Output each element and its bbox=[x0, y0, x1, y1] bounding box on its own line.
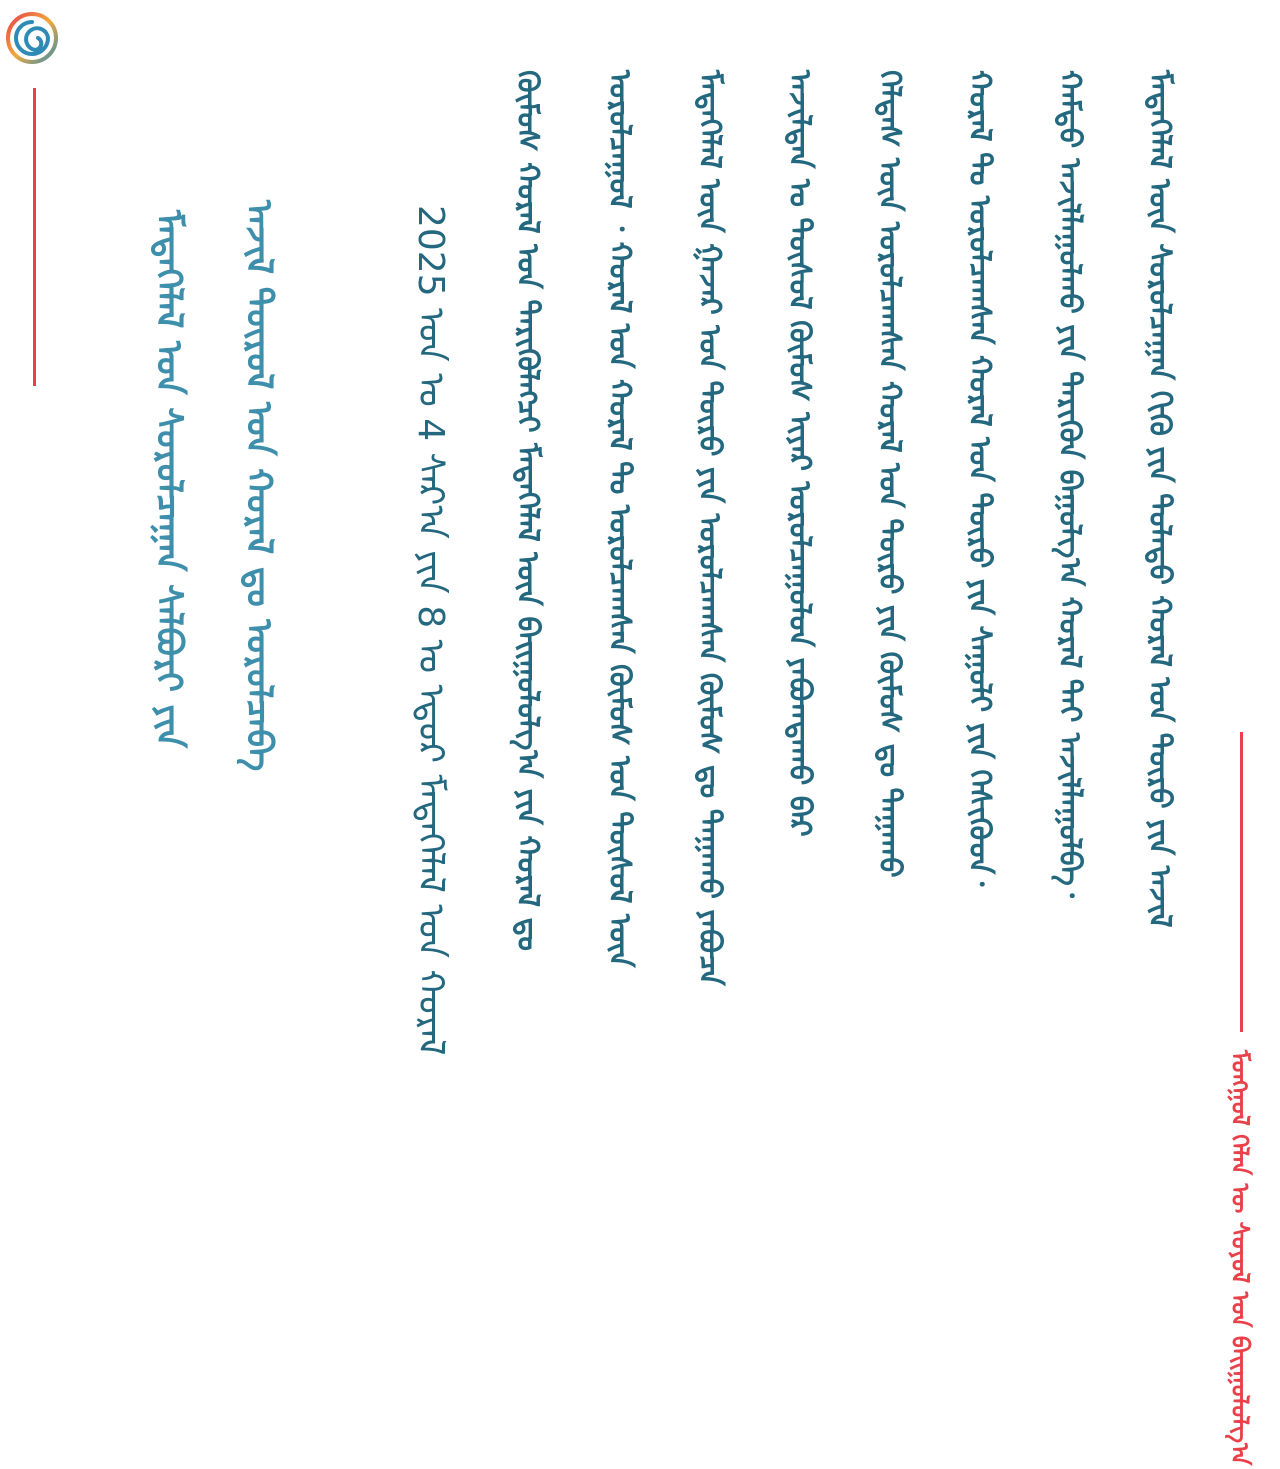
byline: ᠮᠣᠩᠭᠣᠯ ᠬᠡᠯᠡᠨ ᠦ ᠰᠣᠶᠣᠯ ᠤᠨ ᠪᠠᠢᠭᠤᠯᠤᠯᠭ᠎ᠠ bbox=[1226, 1050, 1254, 1466]
right-divider bbox=[1240, 732, 1243, 1032]
body-line-8: ᠬᠦᠮᠦᠰ ᠬᠤᠷᠠᠯ ᠤᠨ ᠲᠡᠷᠢᠭᠦᠯᠡᠭᠴᠢ ᠮᠡᠳᠡᠭᠡᠯᠡᠯ ᠦᠨ ᠪᠠᠢᠭᠤᠯᠤᠯᠭ᠎ᠠ ᠶᠢᠨ ᠬᠤᠷᠠᠯ ᠳᠤ bbox=[510, 70, 545, 951]
body-line-9: 2025 ᠣᠨ ᠤ 4 ᠰᠠᠷ᠎ᠠ ᠶᠢᠨ 8 ᠤ ᠡᠳᠦᠷ ᠮᠡᠳᠡᠭᠡᠯᠡᠯ ᠤᠨ ᠬᠤᠷᠠᠯ bbox=[410, 205, 451, 1056]
left-divider bbox=[33, 88, 36, 386]
body-line-4: ᠬᠡᠯᠲᠡᠰ ᠦᠨ ᠣᠷᠣᠯᠴᠠᠭᠰᠠᠨ ᠬᠤᠷᠠᠯ ᠤᠨ ᠲᠦᠷᠦ ᠶᠢᠨ ᠬᠦᠮᠦᠰ ᠳᠤ ᠳᠠᠭᠠᠬᠤ bbox=[872, 70, 907, 878]
body-line-5: ᠠᠵᠢᠯᠲᠠᠨ ᠤ ᠲᠦᠰᠦᠯ ᠬᠦᠮᠦᠰ ᠢᠶᠡᠷ ᠣᠷᠣᠯᠴᠠᠭᠤᠯᠤᠨ ᠶᠠᠪᠤᠭᠳᠠᠬᠤ ᠪᠠᠷ bbox=[782, 70, 817, 837]
title-line-1: ᠮᠡᠳᠡᠭᠡᠯᠡᠯ ᠤᠨ ᠰᠤᠷᠤᠯᠴᠠᠭᠠᠨ ᠰᠠᠯᠪᠤᠷᠢ ᠶᠢᠨ bbox=[148, 210, 189, 749]
body-line-6: ᠮᠡᠳᠡᠭᠡᠯᠡᠯ ᠦᠨ ᠭᠠᠵᠠᠷ ᠤᠨ ᠲᠦᠷᠦ ᠶᠢᠨ ᠣᠷᠣᠯᠴᠠᠭᠰᠠᠨ ᠬᠦᠮᠦᠰ ᠳᠤ ᠳᠠᠭᠠᠬᠤ ᠶᠠᠪᠤᠴᠠ bbox=[692, 70, 727, 986]
body-line-7: ᠣᠷᠣᠯᠴᠠᠭᠤᠯ ᠂ ᠬᠤᠷᠠᠯ ᠤᠨ ᠬᠤᠷᠠᠯ ᠲᠤ ᠣᠷᠣᠯᠴᠠᠭᠰᠠᠨ ᠬᠦᠮᠦᠰ ᠤᠨ ᠲᠦᠰᠦᠯ ᠦᠨ bbox=[602, 70, 637, 968]
body-line-2: ᠬᠠᠮᠲᠤ ᠠᠵᠢᠯᠯᠠᠭᠤᠯᠬᠤ ᠶᠢᠨ ᠲᠡᠷᠢᠭᠦᠨ ᠪᠠᠭᠤᠯᠭ᠎ᠠ ᠬᠤᠷᠠᠯ ᠲᠠᠢ ᠠᠵᠢᠯᠯᠠᠭᠤᠯᠪᠠ᠂ bbox=[1052, 70, 1087, 898]
swirl-logo-icon bbox=[6, 12, 58, 64]
title-line-2: ᠠᠵᠢᠯ ᠲᠦᠷᠦᠯ ᠤᠨ ᠬᠤᠷᠠᠯ ᠳᠤ ᠣᠷᠣᠯᠴᠠᠪᠠ bbox=[238, 200, 279, 772]
body-line-1: ᠮᠡᠳᠡᠭᠡᠯᠡᠯ ᠦᠨ ᠰᠤᠷᠤᠯᠴᠠᠭᠠᠨ ᠬᠢᠬᠦ ᠶᠢᠨ ᠲᠤᠯᠠᠳᠤ ᠬᠤᠷᠠᠯ ᠤᠨ ᠲᠦᠷᠦ ᠶᠢᠨ ᠠᠵᠢᠯ bbox=[1142, 70, 1177, 928]
body-line-3: ᠬᠤᠷᠠᠯ ᠲᠤ ᠣᠷᠣᠯᠴᠠᠭᠰᠠᠨ ᠬᠤᠷᠠᠯ ᠤᠨ ᠲᠦᠷᠦ ᠶᠢᠨ ᠰᠠᠭᠤᠯᠢ ᠶᠢᠨ ᠭᠡᠰᠢᠭᠦᠳ᠂ bbox=[962, 70, 997, 887]
